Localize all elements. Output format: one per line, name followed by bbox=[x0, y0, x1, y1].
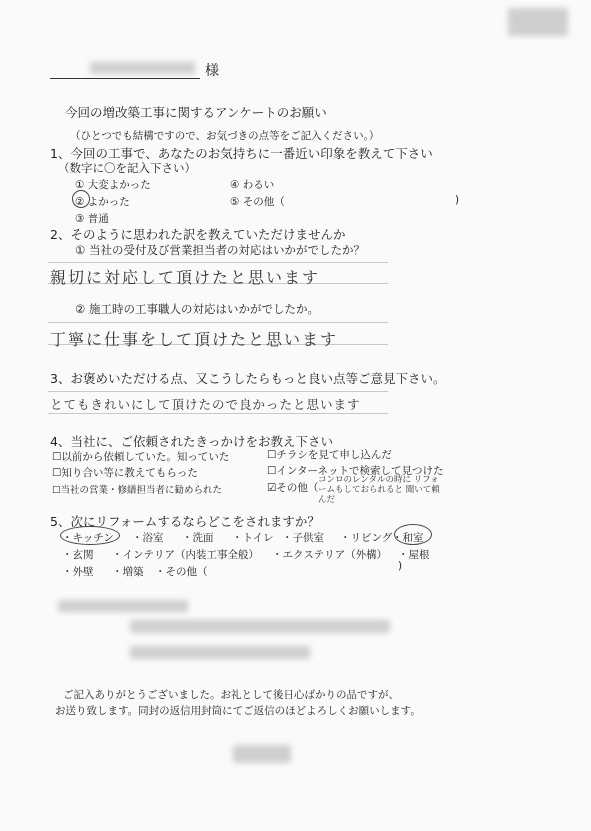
answer-line bbox=[48, 262, 388, 263]
checkbox-unchecked-icon: ☐ bbox=[267, 449, 277, 461]
q5-option-interior: ・インテリア（内装工事全般） bbox=[112, 549, 259, 561]
q4-option-left-1: ☐以前から依頼していた。知っていた bbox=[52, 451, 230, 463]
q5-kitchen-circle bbox=[60, 526, 120, 545]
q4-option-left-3: ☐当社の営業・修繕担当者に勧められた bbox=[52, 485, 223, 496]
footer-line-1: ご記入ありがとうございました。お礼として後日心ばかりの品ですが、 bbox=[63, 689, 399, 701]
redacted-phone bbox=[130, 646, 310, 659]
q5-option-toilet: ・トイレ bbox=[232, 532, 274, 544]
q3-text: 3、お褒めいただける点、又こうしたらもっと良い点等ご意見下さい。 bbox=[50, 371, 446, 386]
q5-option-entrance: ・玄関 bbox=[62, 549, 94, 561]
redacted-customer-name bbox=[90, 62, 195, 74]
q5-option-extension: ・増築 bbox=[112, 566, 144, 578]
q4-option-right-1: ☐チラシを見て申し込んだ bbox=[267, 449, 392, 461]
q4-other-answer: コンロのレンタルの時に リフォームもしておられると 聞いて頼んだ bbox=[318, 475, 440, 505]
checkbox-unchecked-icon: ☐ bbox=[267, 465, 277, 477]
checkbox-unchecked-icon: ☐ bbox=[52, 467, 62, 479]
q1-selection-circle bbox=[72, 190, 90, 208]
name-underline bbox=[50, 78, 200, 79]
q2-text: 2、そのように思われた訳を教えていただけませんか bbox=[50, 227, 346, 242]
q5-option-exterior: ・エクステリア（外構） bbox=[272, 549, 388, 561]
redacted-company-name bbox=[58, 600, 188, 612]
q2-sub2: ② 施工時の工事職人の対応はいかがでしたか。 bbox=[75, 302, 319, 316]
redacted-address bbox=[130, 620, 390, 633]
q1-text: 1、今回の工事で、あなたのお気持ちに一番近い印象を教えて下さい bbox=[50, 146, 433, 161]
q1-option-1: ① 大変よかった bbox=[75, 179, 151, 191]
q2-answer1: 親切に対応して頂けたと思います bbox=[50, 268, 321, 287]
q5-japanese-room-circle bbox=[394, 524, 432, 545]
q5-option-other-close: ) bbox=[398, 560, 403, 572]
q1-option-2: ② よかった bbox=[75, 196, 130, 208]
q5-option-washroom: ・洗面 bbox=[182, 532, 214, 544]
q4-option-right-2: ☐インターネットで検索して見つけた bbox=[267, 465, 444, 477]
q4-text: 4、当社に、ご依頼されたきっかけをお教え下さい bbox=[50, 434, 333, 449]
q5-option-roof: ・屋根 bbox=[398, 549, 430, 561]
redacted-bottom-stamp bbox=[233, 745, 291, 763]
checkbox-unchecked-icon: ☐ bbox=[52, 451, 62, 463]
q5-option-bath: ・浴室 bbox=[132, 532, 164, 544]
q5-text: 5、次にリフォームするならどこをされますか？ bbox=[50, 514, 320, 529]
q1-option-4: ④ わるい bbox=[230, 179, 275, 191]
q4-option-left-2: ☐知り合い等に教えてもらった bbox=[52, 467, 198, 479]
page-title: 今回の増改築工事に関するアンケートのお願い bbox=[65, 105, 327, 120]
q2-sub1: ① 当社の受付及び営業担当者の対応はいかがでしたか？ bbox=[75, 243, 365, 257]
q1-option-5: ⑤ その他（ bbox=[230, 196, 285, 208]
q1-option-5-close: ) bbox=[455, 194, 460, 206]
q4-option-right-3: ☑その他（ bbox=[267, 482, 319, 494]
q1-sub: （数字に〇を記入下さい） bbox=[58, 161, 196, 175]
answer-line bbox=[48, 413, 388, 414]
q5-option-japanese-room: ・和室 bbox=[392, 532, 424, 544]
q3-answer: とてもきれいにして頂けたので良かったと思います bbox=[50, 397, 361, 412]
q5-option-outer-wall: ・外壁 bbox=[62, 566, 94, 578]
q2-answer2: 丁寧に仕事をして頂けたと思います bbox=[50, 330, 339, 349]
footer-line-2: お送り致します。同封の返信用封筒にてご返信のほどよろしくお願いします。 bbox=[55, 705, 421, 717]
honorific: 様 bbox=[205, 63, 219, 79]
checkbox-unchecked-icon: ☐ bbox=[52, 485, 61, 496]
redacted-stamp bbox=[508, 8, 568, 36]
answer-line bbox=[48, 391, 388, 392]
q5-option-kids-room: ・子供室 bbox=[282, 532, 324, 544]
answer-line bbox=[48, 322, 388, 323]
q5-option-kitchen: ・キッチン bbox=[62, 532, 114, 544]
q5-option-other: ・その他（ bbox=[155, 566, 208, 578]
checkbox-checked-icon: ☑ bbox=[267, 482, 277, 494]
intro-text: （ひとつでも結構ですので、お気づきの点等をご記入ください。） bbox=[70, 130, 380, 142]
q1-option-3: ③ 普通 bbox=[75, 213, 109, 225]
q5-option-living: ・リビング bbox=[340, 532, 393, 544]
